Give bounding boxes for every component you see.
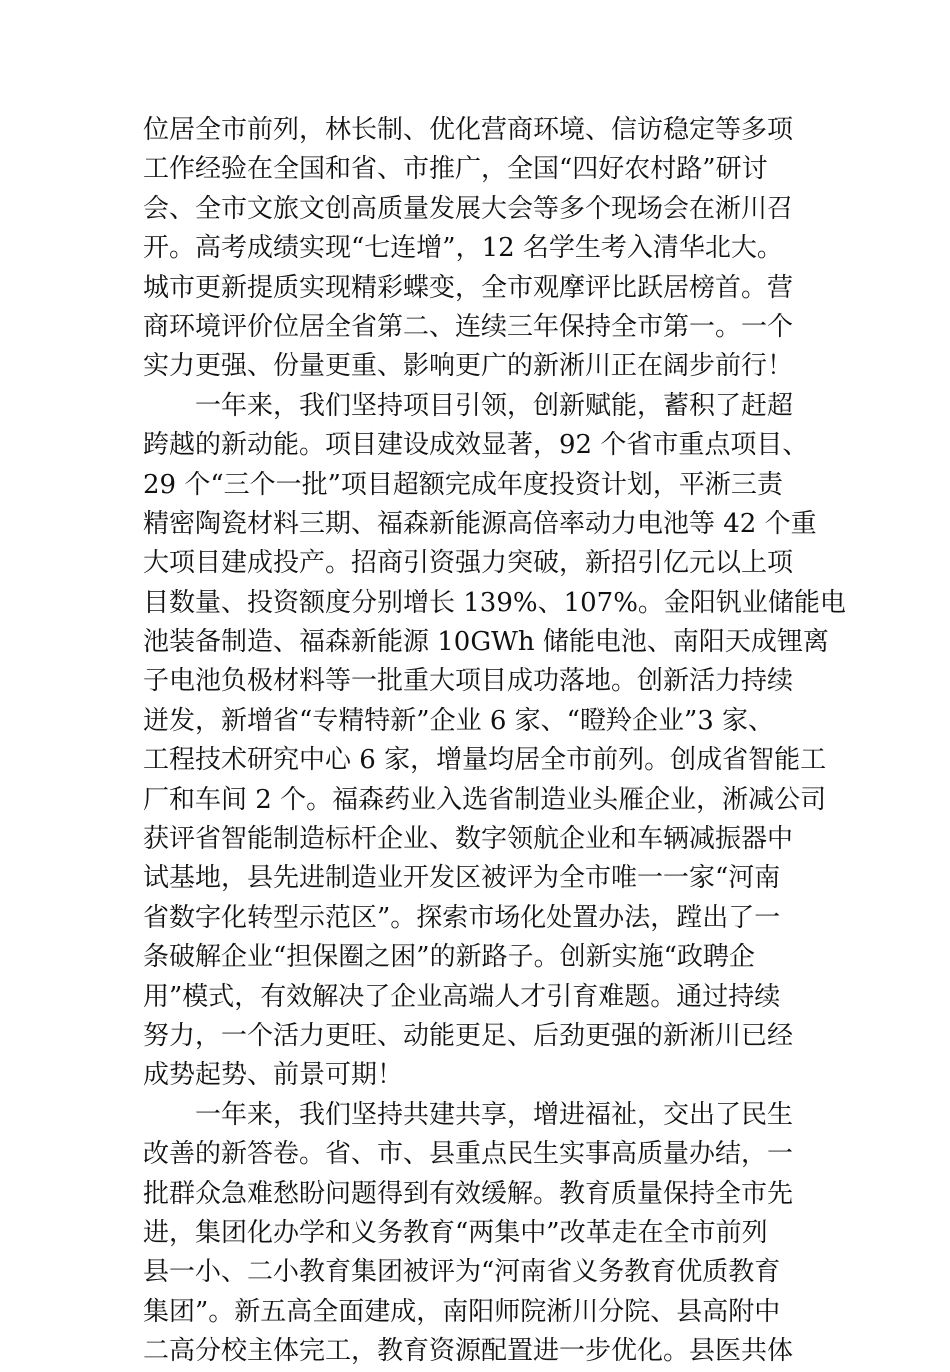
text-line: 进，集团化办学和义务教育“两集中”改革走在全市前列 (143, 1217, 768, 1248)
text-line: 试基地，县先进制造业开发区被评为全市唯一一家“河南 (143, 863, 781, 894)
text-line: 商环境评价位居全省第二、连续三年保持全市第一。一个 (143, 311, 794, 342)
text-line: 省数字化转型示范区”。探索市场化处置办法，蹚出了一 (143, 902, 781, 933)
body-text (143, 111, 846, 1372)
text-line: 集团”。新五高全面建成，南阳师院淅川分院、县高附中 (143, 1296, 781, 1327)
text-line: 29 个“三个一批”项目超额完成年度投资计划，平淅三责 (143, 469, 783, 500)
text-line: 池装备制造、福森新能源 10GWh 储能电池、南阳天成锂离 (143, 627, 829, 658)
text-line: 大项目建成投产。招商引资强力突破，新招引亿元以上项 (143, 548, 794, 579)
text-line: 实力更强、份量更重、影响更广的新淅川正在阔步前行！ (143, 351, 794, 382)
text-line: 城市更新提质实现精彩蝶变，全市观摩评比跃居榜首。营 (143, 272, 794, 303)
text-line: 工程技术研究中心 6 家，增量均居全市前列。创成省智能工 (143, 745, 827, 776)
text-line: 开。高考成绩实现“七连增”，12 名学生考入清华北大。 (143, 233, 783, 264)
text-line: 会、全市文旅文创高质量发展大会等多个现场会在淅川召 (143, 193, 794, 224)
paragraph-start-line: 一年来，我们坚持共建共享，增进福祉，交出了民生 (143, 1099, 794, 1130)
text-line: 县一小、二小教育集团被评为“河南省义务教育优质教育 (143, 1257, 781, 1288)
text-line: 跨越的新动能。项目建设成效显著，92 个省市重点项目、 (143, 430, 809, 461)
text-line: 条破解企业“担保圈之困”的新路子。创新实施“政聘企 (143, 942, 755, 973)
text-line: 努力，一个活力更旺、动能更足、后劲更强的新淅川已经 (143, 1020, 794, 1051)
paragraph-start-line: 一年来，我们坚持项目引领，创新赋能，蓄积了赶超 (143, 390, 794, 421)
text-line: 成势起势、前景可期！ (143, 1060, 404, 1091)
text-line: 获评省智能制造标杆企业、数字领航企业和车辆减振器中 (143, 824, 794, 855)
text-line: 二高分校主体完工，教育资源配置进一步优化。县医共体 (143, 1336, 794, 1367)
text-line: 工作经验在全国和省、市推广，全国“四好农村路”研讨 (143, 154, 768, 185)
text-line: 精密陶瓷材料三期、福森新能源高倍率动力电池等 42 个重 (143, 508, 817, 539)
text-line: 位居全市前列，林长制、优化营商环境、信访稳定等多项 (143, 115, 794, 145)
text-line: 迸发，新增省“专精特新”企业 6 家、“瞪羚企业”3 家、 (143, 705, 775, 736)
text-line: 目数量、投资额度分别增长 139%、107%。金阳钒业储能电 (143, 587, 846, 618)
text-line: 子电池负极材料等一批重大项目成功落地。创新活力持续 (143, 666, 794, 697)
text-line: 用”模式，有效解决了企业高端人才引育难题。通过持续 (143, 981, 781, 1012)
text-line: 改善的新答卷。省、市、县重点民生实事高质量办结，一 (143, 1139, 794, 1170)
text-line: 厂和车间 2 个。福森药业入选省制造业头雁企业，淅减公司 (143, 784, 827, 815)
text-line: 批群众急难愁盼问题得到有效缓解。教育质量保持全市先 (143, 1178, 794, 1209)
